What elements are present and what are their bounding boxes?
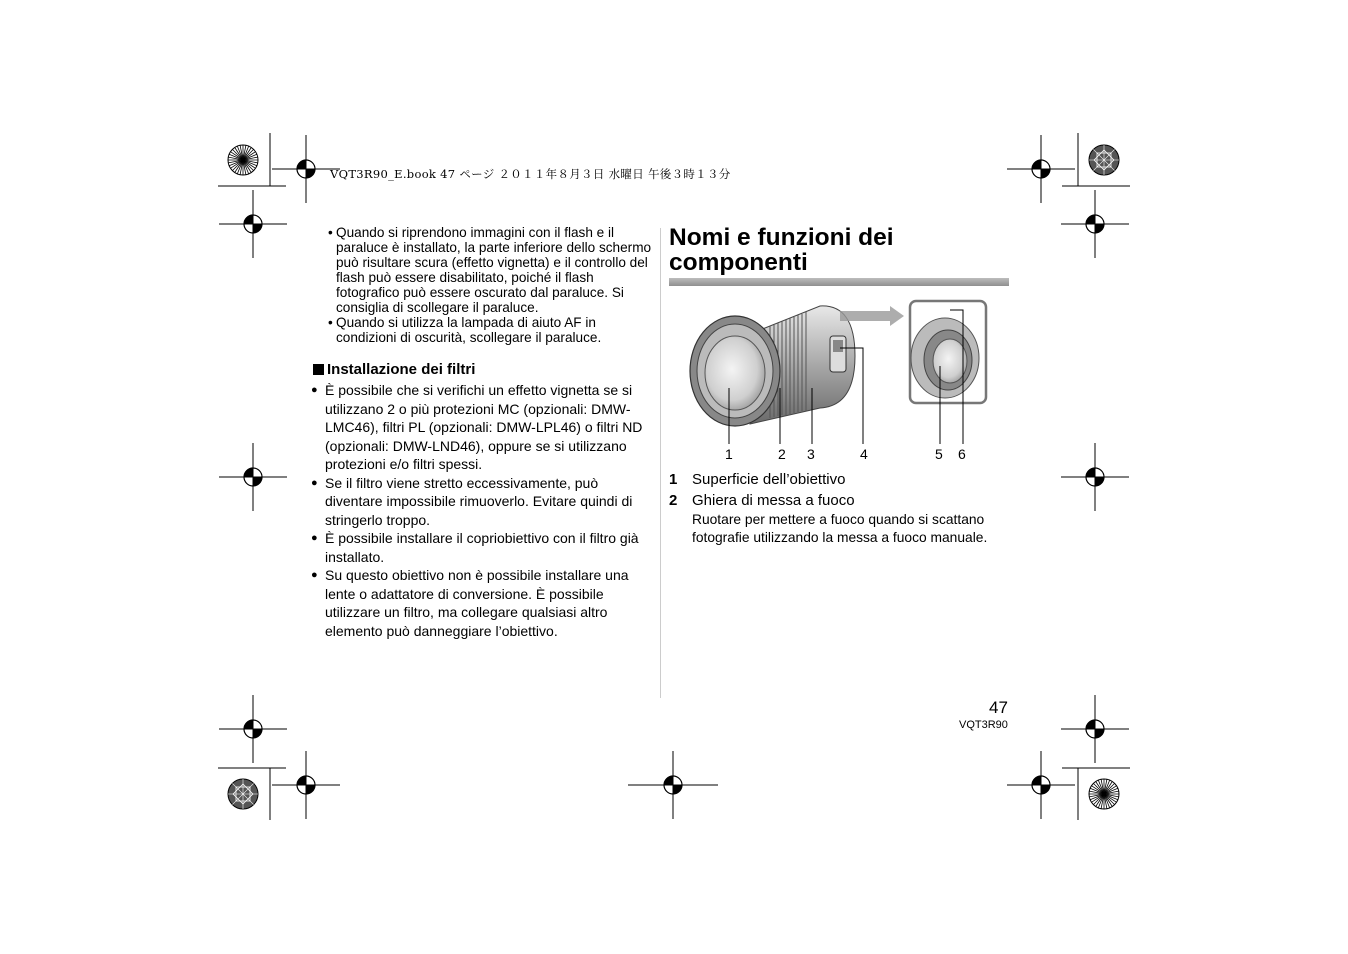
page-number: 47 <box>989 698 1008 717</box>
list-item: ● Se il filtro viene stretto eccessivamente, può diventare impossibile rimuoverlo. Evitare quindi di stringerlo troppo. <box>311 474 633 528</box>
filter-notes <box>311 381 651 640</box>
callout-6: 6 <box>958 446 966 462</box>
lens-illustration <box>680 296 1000 446</box>
section-title: Installazione dei filtri <box>313 361 475 378</box>
callout-4: 4 <box>860 446 868 462</box>
model-code: VQT3R90 <box>959 719 1008 731</box>
column-divider <box>660 228 661 698</box>
page-title: Nomi e funzioni dei componenti <box>669 224 894 276</box>
callout-1: 1 <box>725 446 733 462</box>
callout-3: 3 <box>807 446 815 462</box>
callout-5: 5 <box>935 446 943 462</box>
list-item: 1 Superficie dell’obiettivo <box>669 471 846 488</box>
list-item: • Quando si riprendono immagini con il flash e il paraluce è installato, la parte inferiore dello schermo può risultare scura (effetto vignetta) e il controllo del flash può essere disabilitato, poiché il flash fotografico può essere oscurato dal paraluce. Si consiglia di scollegare il paraluce. <box>328 225 652 315</box>
list-item: ● È possibile installare il copriobiettivo con il filtro già installato. <box>311 530 639 565</box>
list-item: • Quando si utilizza la lampada di aiuto AF in condizioni di oscurità, scollegare il paraluce. <box>328 315 602 345</box>
list-item: ● Su questo obiettivo non è possibile installare una lente o adattatore di conversione. È possibile utilizzare un filtro, ma collegare qualsiasi altro elemento può danneggiare l’obiettivo. <box>311 567 629 639</box>
list-item: 2 Ghiera di messa a fuoco <box>669 492 855 509</box>
square-bullet-icon <box>313 364 324 375</box>
callout-2: 2 <box>778 446 786 462</box>
hood-notes <box>328 225 654 345</box>
list-item: ● È possibile che si verifichi un effetto vignetta se si utilizzano 2 o più protezioni MC (opzionali: DMW-LMC46), filtri PL (opzionali: DMW-LPL46) o filtri ND (opzionali: DMW-LND46), oppure se si utilizzano protezioni e/o filtri spessi. <box>311 382 643 472</box>
title-underline <box>669 278 1009 286</box>
book-header: VQT3R90_E.book 47 ページ ２０１１年８月３日 水曜日 午後３時１３分 <box>330 167 731 181</box>
focus-ring-description: Ruotare per mettere a fuoco quando si scattano fotografie utilizzando la messa a fuoco manuale. <box>692 512 988 545</box>
parts-list <box>669 469 1009 511</box>
